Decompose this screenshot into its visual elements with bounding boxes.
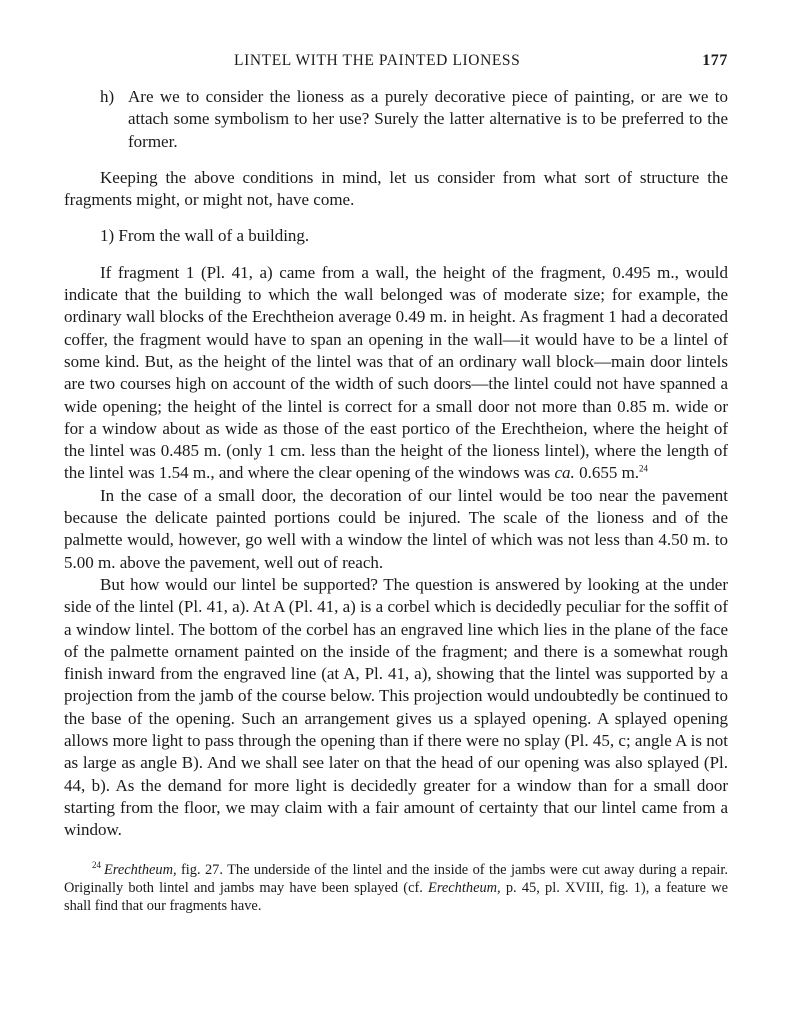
measurement-text: 0.655 m. (574, 463, 640, 483)
section-item-1: 1) From the wall of a building. (100, 226, 310, 246)
footnote-ref-2: Erechtheum, (428, 879, 501, 896)
page-number: 177 (702, 52, 728, 69)
footnote-ref-1: Erechtheum, (104, 861, 177, 878)
running-head (64, 52, 728, 78)
body-text (64, 86, 728, 916)
footnote-marker: 24 (92, 859, 101, 870)
footnote-reference: 24 (639, 463, 649, 474)
footnote-text-2: p. 45, pl. XVIII, fig. 1), a feature we shall find that our fragments have. (64, 879, 728, 915)
footnote (64, 856, 728, 916)
paragraph-lintel-support: But how would our lintel be supported? The question is answered by looking at the under side of the lintel (Pl. 41, a). At A (Pl. 41, a) is a corbel which is decidedly peculiar for the soffit of a window lintel. The bottom of the corbel has an engraved line which lies in the plane of the face of the palmette ornament painted on the inside of the fragment; and there is a somewhat rough finish inward from the engraved line (at A, Pl. 41, a), showing that the lintel was supported by a projection from the jamb of the course below. This projection would undoubtedly be continued to the base of the opening. Such an arrangement gives us a splayed opening. A splayed opening allows more light to pass through the opening than if there were no splay (Pl. 45, c; angle A is not as large as angle B). And we shall see later on that the head of our opening was also splayed (Pl. 44, b). As the demand for more light is decidedly greater for a window than for a small door starting from the floor, we may claim with a fair amount of certainty that our lintel came from a window. (64, 574, 728, 840)
list-item-text: Are we to consider the lioness as a purely decorative piece of painting, or are we to attach some symbolism to her use? Surely the latter alternative is to be preferred to the former. (128, 87, 728, 151)
ca-abbrev: ca. (554, 463, 575, 483)
paragraph-wall-text: If fragment 1 (Pl. 41, a) came from a wall, the height of the fragment, 0.495 m., would indicate that the building to which the wall belonged was of moderate size; for example, the ordinary wall blocks of the Erechtheion average 0.49 m. in height. As fragment 1 had a decorated coffer, the fragment would have to span an opening in the wall—it would have to be a lintel of some kind. But, as the height of the lintel was that of an ordinary wall block—main door lintels are two courses high on account of the width of such doors—the lintel could not have spanned a wide opening; the height of the lintel is correct for a small door not more than 0.85 m. wide or for a window about as wide as those of the east portico of the Erechtheion, where the height of the lintel was 0.485 m. (only 1 cm. less than the height of the lioness lintel), where the length of the lintel was 1.54 m., and where the clear opening of the windows was (64, 262, 728, 483)
document-page (64, 52, 728, 916)
paragraph-wall-fragment (64, 262, 728, 485)
list-item-label: h) (100, 87, 115, 106)
list-item-h (100, 86, 728, 153)
running-title: LINTEL WITH THE PAINTED LIONESS (234, 52, 521, 69)
paragraph-conditions: Keeping the above conditions in mind, let us consider from what sort of structure the fragments might, or might not, have come. (64, 167, 728, 210)
footnote-text-1: fig. 27. The underside of the lintel and the inside of the jambs were cut away during a repair. Originally both lintel and jambs may have been splayed (cf. (64, 861, 728, 896)
paragraph-small-door: In the case of a small door, the decoration of our lintel would be too near the pavement because the delicate painted portions could be injured. The scale of the lioness and of the palmette would, however, go well with a window the lintel of which was not less than 4.50 m. to 5.00 m. above the pavement, well out of reach. (64, 485, 728, 572)
